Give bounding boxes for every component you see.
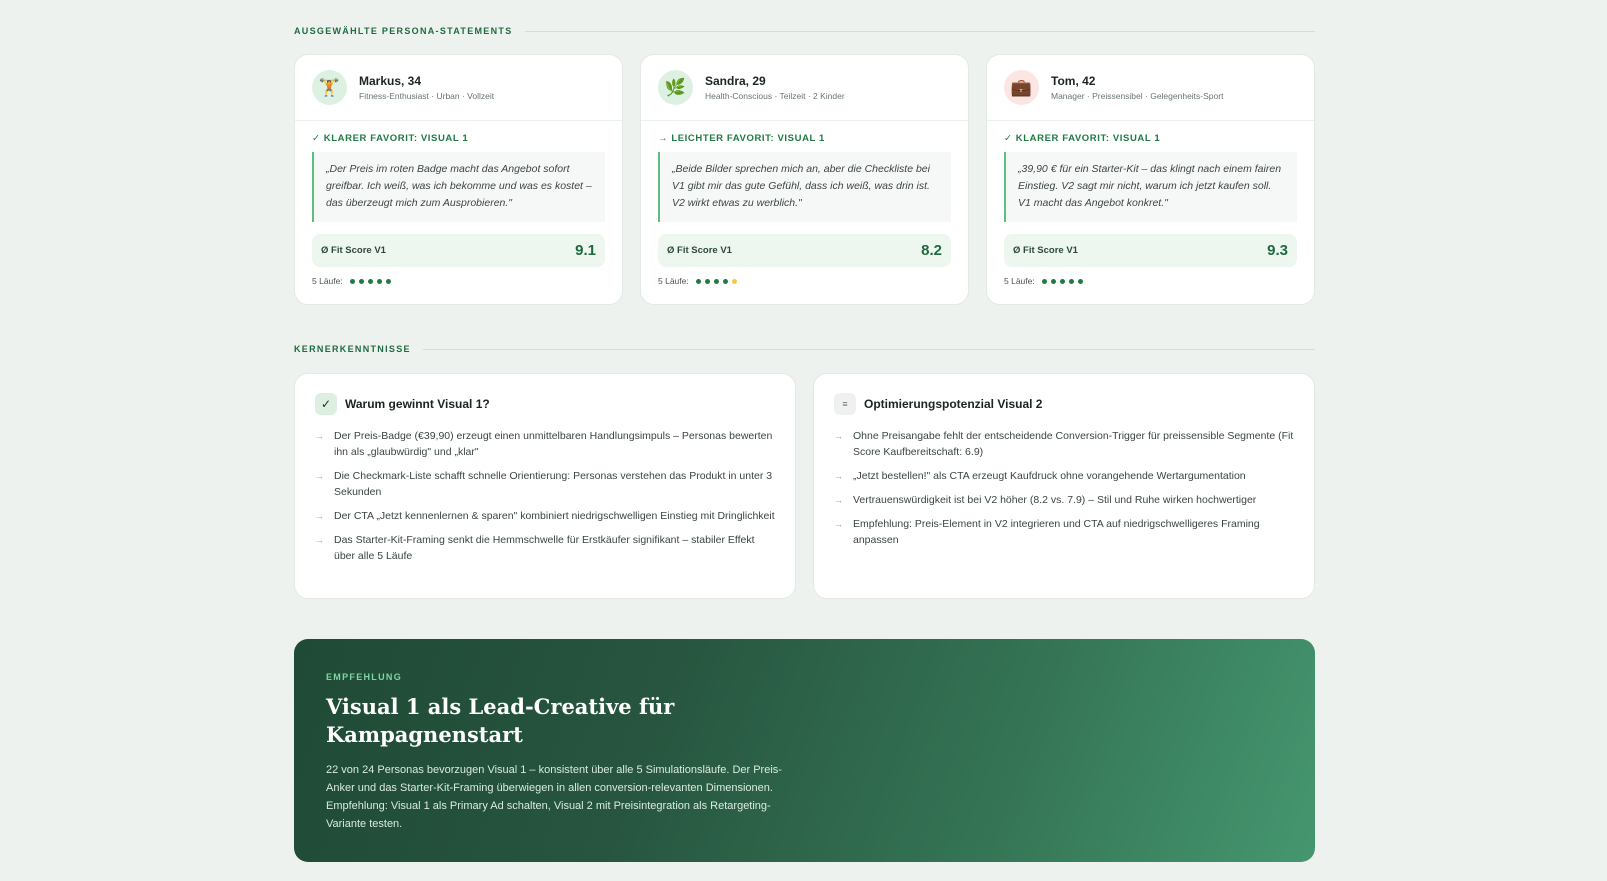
- persona-meta: Health-Conscious · Teilzeit · 2 Kinder: [705, 91, 845, 101]
- insight-list: [315, 428, 775, 564]
- run-dot-green: [1069, 279, 1074, 284]
- arrow-right-icon: →: [315, 511, 324, 521]
- persona-quote: „Beide Bilder sprechen mich an, aber die Checkliste bei V1 gibt mir das gute Gefühl, dass ich weiß, was drin ist. V2 wirkt etwas zu werblich.": [658, 152, 951, 222]
- insight-item-text: Die Checkmark-Liste schafft schnelle Orientierung: Personas verstehen das Produkt in unter 3 Sekunden: [334, 470, 773, 498]
- persona-verdict: → LEICHTER FAVORIT: VISUAL 1: [658, 133, 825, 144]
- run-dot-green: [377, 279, 382, 284]
- persona-verdict: ✓ KLARER FAVORIT: VISUAL 1: [312, 133, 469, 144]
- insight-item: [315, 508, 775, 524]
- fit-score-row: [312, 234, 605, 267]
- persona-card-sandra: [640, 54, 969, 305]
- run-dot-green: [1060, 279, 1065, 284]
- dumbbell-icon: 🏋: [312, 70, 347, 105]
- recommendation-banner: [294, 639, 1315, 862]
- run-dots: [350, 279, 391, 284]
- run-dot-green: [386, 279, 391, 284]
- persona-header: [987, 55, 1314, 121]
- run-dot-green: [350, 279, 355, 284]
- insights-heading-label: KERNERKENNTNISSE: [294, 344, 411, 354]
- insight-title: Warum gewinnt Visual 1?: [345, 397, 490, 411]
- insight-item: [834, 428, 1294, 460]
- personas-heading-label: AUSGEWÄHLTE PERSONA-STATEMENTS: [294, 26, 513, 36]
- fit-score-value: 8.2: [921, 242, 942, 259]
- fit-score-label: Ø Fit Score V1: [1013, 245, 1078, 256]
- persona-verdict: ✓ KLARER FAVORIT: VISUAL 1: [1004, 133, 1161, 144]
- runs-label: 5 Läufe:: [1004, 276, 1035, 286]
- insight-item-text: Der Preis-Badge (€39,90) erzeugt einen unmittelbaren Handlungsimpuls – Personas bewerten ihn als „glaubwürdig" und „klar": [334, 430, 773, 458]
- persona-name: Sandra, 29: [705, 74, 766, 88]
- insights-section-heading: [294, 344, 1315, 354]
- arrow-right-icon: →: [315, 535, 324, 545]
- insight-item: [315, 428, 775, 460]
- persona-name: Tom, 42: [1051, 74, 1096, 88]
- insight-item-text: Der CTA „Jetzt kennenlernen & sparen" kombiniert niedrigschwelligen Einstieg mit Dringlichkeit: [334, 510, 775, 522]
- list-icon: ≡: [834, 393, 856, 415]
- briefcase-icon: 💼: [1004, 70, 1039, 105]
- run-dot-green: [714, 279, 719, 284]
- insight-title: Optimierungspotenzial Visual 2: [864, 397, 1043, 411]
- insight-item: [315, 468, 775, 500]
- section-divider: [525, 31, 1316, 32]
- persona-card-markus: [294, 54, 623, 305]
- insight-item: [315, 532, 775, 564]
- runs-row: [658, 276, 951, 286]
- fit-score-row: [1004, 234, 1297, 267]
- arrow-right-icon: →: [315, 431, 324, 441]
- insight-item-text: „Jetzt bestellen!" als CTA erzeugt Kaufdruck ohne vorangehende Wertargumentation: [853, 470, 1246, 482]
- insight-item: [834, 516, 1294, 548]
- run-dot-green: [1051, 279, 1056, 284]
- fit-score-label: Ø Fit Score V1: [321, 245, 386, 256]
- section-divider: [423, 349, 1315, 350]
- insight-item: [834, 468, 1294, 484]
- run-dot-green: [696, 279, 701, 284]
- run-dot-green: [723, 279, 728, 284]
- persona-quote: „39,90 € für ein Starter-Kit – das klingt nach einem fairen Einstieg. V2 sagt mir nicht, warum ich jetzt kaufen soll. V1 macht das Angebot konkret.": [1004, 152, 1297, 222]
- insight-box-optimization-visual-2: [813, 373, 1315, 599]
- runs-label: 5 Läufe:: [312, 276, 343, 286]
- arrow-right-icon: →: [315, 471, 324, 481]
- persona-header: [295, 55, 622, 121]
- insight-item-text: Ohne Preisangabe fehlt der entscheidende Conversion-Trigger für preissensible Segmente (Fit Score Kaufbereitschaft: 6.9): [853, 430, 1294, 458]
- insight-list: [834, 428, 1294, 548]
- arrow-right-icon: →: [834, 431, 843, 441]
- leaf-icon: 🌿: [658, 70, 693, 105]
- recommendation-tag: EMPFEHLUNG: [326, 672, 402, 682]
- run-dot-green: [1042, 279, 1047, 284]
- run-dot-yellow: [732, 279, 737, 284]
- fit-score-value: 9.3: [1267, 242, 1288, 259]
- run-dot-green: [368, 279, 373, 284]
- fit-score-label: Ø Fit Score V1: [667, 245, 732, 256]
- insights-grid: [294, 373, 1315, 599]
- run-dots: [696, 279, 737, 284]
- runs-label: 5 Läufe:: [658, 276, 689, 286]
- fit-score-row: [658, 234, 951, 267]
- insight-box-why-visual-1: [294, 373, 796, 599]
- persona-name: Markus, 34: [359, 74, 422, 88]
- persona-meta: Manager · Preissensibel · Gelegenheits-Sport: [1051, 91, 1224, 101]
- persona-quote: „Der Preis im roten Badge macht das Angebot sofort greifbar. Ich weiß, was ich bekomme und was es kostet – das überzeugt mich zum Ausprobieren.": [312, 152, 605, 222]
- run-dot-green: [1078, 279, 1083, 284]
- insight-item-text: Empfehlung: Preis-Element in V2 integrieren und CTA auf niedrigschwelligeres Framing anpassen: [853, 518, 1260, 546]
- arrow-right-icon: →: [834, 519, 843, 529]
- personas-section-heading: [294, 26, 1315, 36]
- insight-item-text: Das Starter-Kit-Framing senkt die Hemmschwelle für Erstkäufer signifikant – stabiler Effekt über alle 5 Läufe: [334, 534, 755, 562]
- run-dots: [1042, 279, 1083, 284]
- insight-item-text: Vertrauenswürdigkeit ist bei V2 höher (8.2 vs. 7.9) – Stil und Ruhe wirken hochwertiger: [853, 494, 1257, 506]
- run-dot-green: [705, 279, 710, 284]
- persona-header: [641, 55, 968, 121]
- fit-score-value: 9.1: [575, 242, 596, 259]
- recommendation-title: Visual 1 als Lead-Creative für Kampagnenstart: [326, 694, 675, 747]
- runs-row: [1004, 276, 1297, 286]
- persona-card-tom: [986, 54, 1315, 305]
- persona-meta: Fitness-Enthusiast · Urban · Vollzeit: [359, 91, 495, 101]
- insight-item: [834, 492, 1294, 508]
- persona-cards: [294, 54, 1315, 305]
- check-icon: ✓: [315, 393, 337, 415]
- runs-row: [312, 276, 605, 286]
- arrow-right-icon: →: [834, 471, 843, 481]
- arrow-right-icon: →: [834, 495, 843, 505]
- run-dot-green: [359, 279, 364, 284]
- recommendation-text: 22 von 24 Personas bevorzugen Visual 1 – konsistent über alle 5 Simulationsläufe. Der Preis-Anker und das Starter-Kit-Framing überwiegen in allen conversion-relevanten Dimensionen. Empfehlung: Visual 1 als Primary Ad schalten, Visual 2 mit Preisintegration als Retargeting-Variante testen.: [326, 764, 782, 830]
